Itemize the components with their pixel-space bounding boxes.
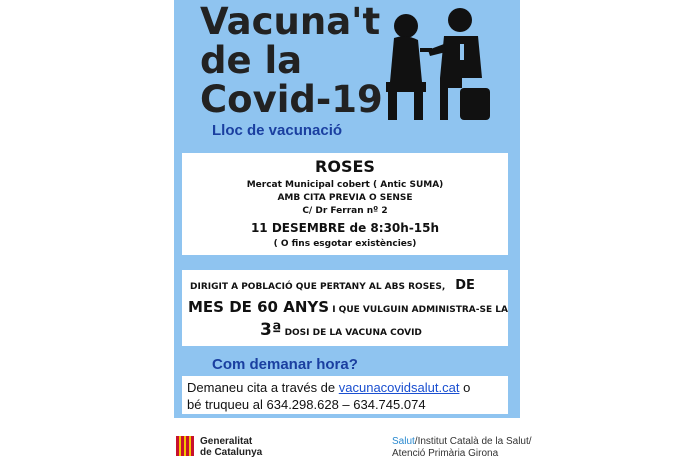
address-text: C/ Dr Ferran nº 2 <box>302 206 388 216</box>
target-line-1 <box>190 278 475 293</box>
target-text-1: DIRIGIT A POBLACIÓ QUE PERTANY AL ABS ROSES, <box>190 282 446 292</box>
generalitat-line-2: de Catalunya <box>200 447 263 458</box>
generalitat-text <box>200 436 262 458</box>
ics-logo <box>392 436 532 460</box>
target-line-2 <box>188 298 508 316</box>
appointment-text: AMB CITA PREVIA O SENSE <box>277 193 413 203</box>
target-text-1-big: DE <box>455 278 475 293</box>
salut-text: Salut <box>392 436 415 447</box>
age-text: MES DE 60 ANYS <box>188 298 330 316</box>
title-line-2: de la <box>200 39 303 82</box>
institute-text: /Institut Català de la Salut/ <box>414 436 532 447</box>
generalitat-line-1: Generalitat <box>200 436 253 447</box>
town-name: ROSES <box>315 157 375 176</box>
target-line-3 <box>260 320 422 340</box>
contact-box <box>182 376 508 414</box>
title-line-1: Vacuna't <box>200 0 381 43</box>
target-text-2: I QUE VULGUIN ADMINISTRA-SE LA <box>332 305 508 315</box>
vaccination-illustration-icon <box>378 4 494 122</box>
stock-note: ( O fins esgotar existències) <box>273 239 417 249</box>
subtitle: Lloc de vacunació <box>212 122 343 139</box>
contact-suffix: o <box>463 380 471 395</box>
contact-prefix: Demaneu cita a través de <box>187 380 336 395</box>
how-to-request-heading: Com demanar hora? <box>212 356 358 373</box>
phone-numbers: bé truqueu al 634.298.628 – 634.745.074 <box>187 397 426 412</box>
location-box <box>182 153 508 255</box>
vaccination-link[interactable]: vacunacovidsalut.cat <box>338 380 460 395</box>
primary-care-text: Atenció Primària Girona <box>392 448 499 459</box>
target-box <box>182 270 508 346</box>
date-text: 11 DESEMBRE de 8:30h-15h <box>250 221 440 235</box>
venue-text: Mercat Municipal cobert ( Antic SUMA) <box>246 180 444 190</box>
contact-text <box>187 379 470 413</box>
dose-number: 3ª <box>260 320 282 340</box>
catalan-flag-icon <box>176 436 194 456</box>
title-line-3: Covid-19 <box>200 78 383 121</box>
target-text-3: DOSI DE LA VACUNA COVID <box>284 328 422 338</box>
poster-title <box>200 2 390 119</box>
